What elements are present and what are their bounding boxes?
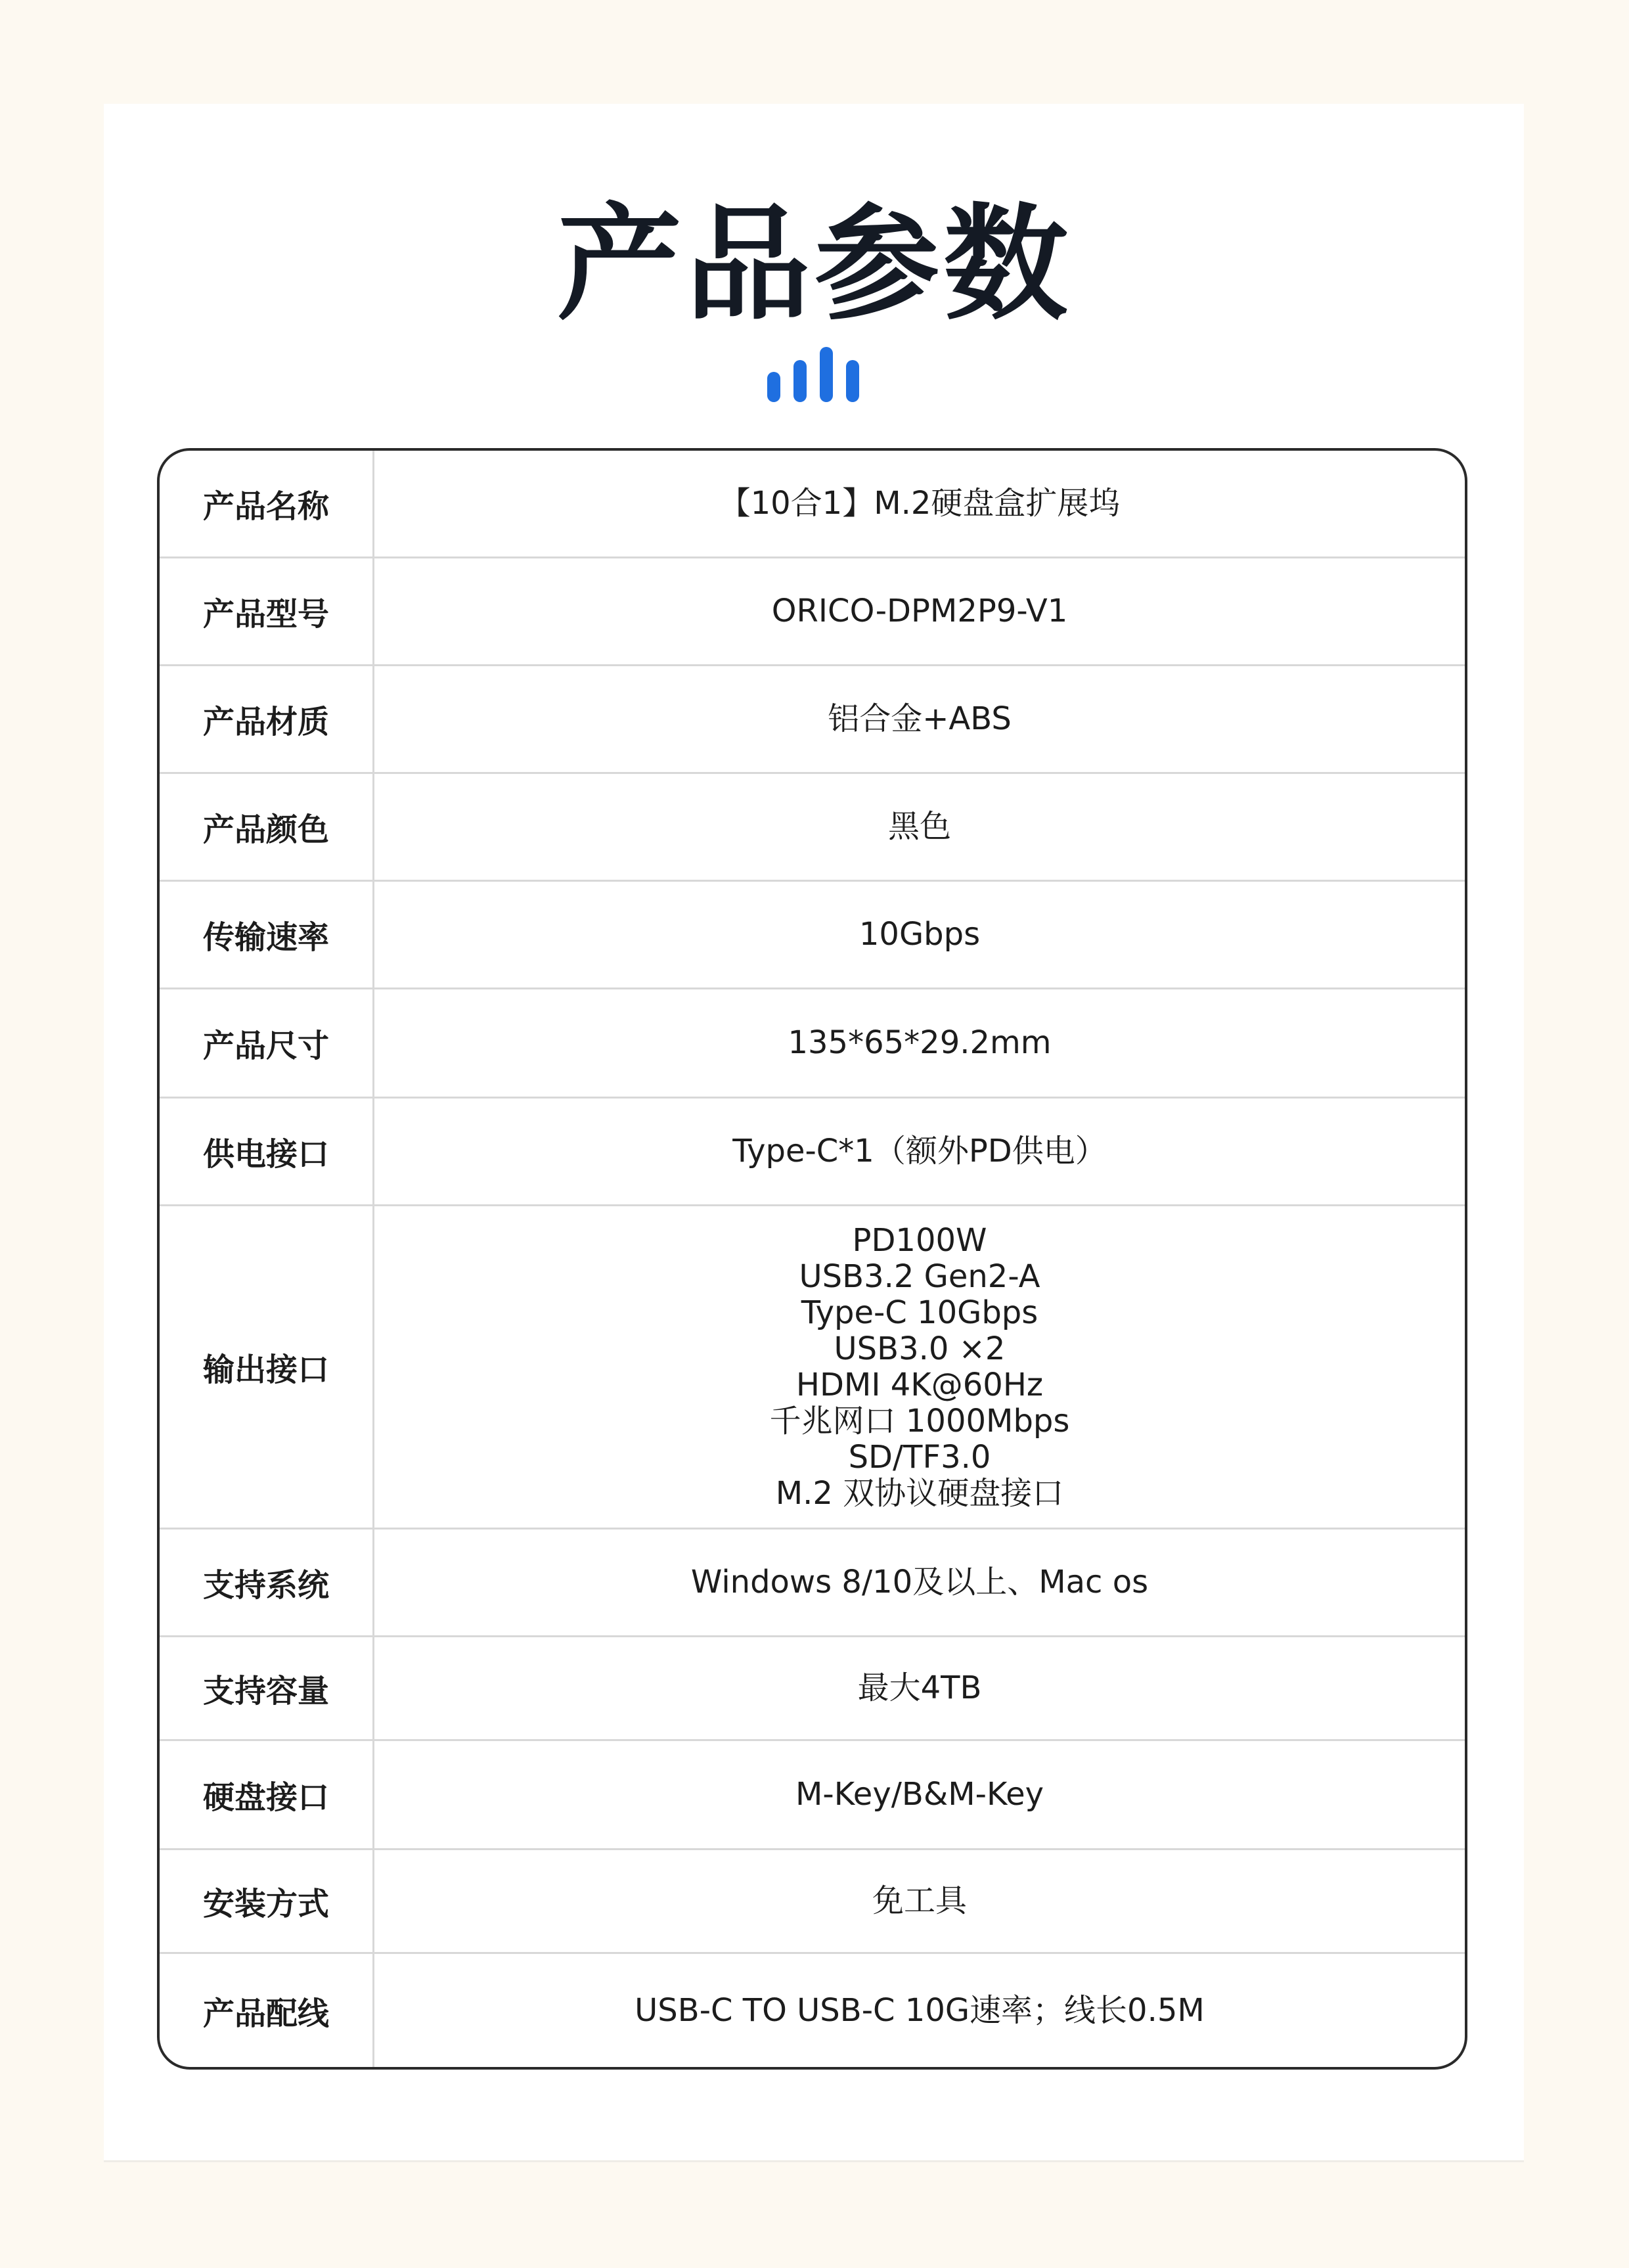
spec-label: 产品型号 [202,596,329,633]
spec-label: 传输速率 [202,919,329,956]
spec-value-line: Windows 8/10及以上、Mac os [690,1564,1149,1600]
table-row [160,1741,1465,1850]
spec-value [374,1637,1465,1739]
spec-value [374,1099,1465,1204]
spec-label: 产品配线 [202,1995,329,2032]
spec-value-line: 135*65*29.2mm [788,1024,1052,1061]
table-row [160,1206,1465,1530]
table-row [160,1850,1465,1954]
spec-value [374,1741,1465,1848]
table-row [160,1530,1465,1637]
page-title: 产品参数 [556,192,1072,337]
spec-value-line: 铝合金+ABS [828,700,1012,737]
spec-value-line: Type-C*1（额外PD供电） [732,1133,1107,1169]
spec-value [374,1206,1465,1528]
spec-value [374,989,1465,1097]
spec-label: 产品材质 [202,704,329,740]
spec-label: 产品名称 [202,488,329,525]
table-row [160,774,1465,882]
spec-table [157,448,1467,2070]
spec-value-line: ORICO-DPM2P9-V1 [771,593,1068,629]
table-row [160,989,1465,1099]
table-row [160,882,1465,989]
spec-label: 支持容量 [202,1673,329,1710]
spec-value-line: 千兆网口 1000Mbps [769,1402,1070,1440]
spec-value-line: USB3.2 Gen2-A [799,1258,1040,1295]
spec-label: 产品尺寸 [202,1028,329,1064]
spec-value [374,1954,1465,2067]
spec-value [374,774,1465,880]
table-row [160,1954,1465,2067]
spec-value-line: M-Key/B&M-Key [795,1776,1044,1813]
spec-value-line: 【10合1】M.2硬盘盒扩展坞 [719,485,1121,522]
table-row [160,451,1465,558]
spec-value-line: SD/TF3.0 [848,1438,991,1476]
spec-value [374,1530,1465,1635]
spec-value-line: 最大4TB [857,1669,982,1706]
spec-value-line: 黑色 [887,808,951,845]
spec-label: 产品颜色 [202,811,329,848]
spec-value [374,1850,1465,1952]
signal-bars-icon [767,347,859,402]
spec-value-line: M.2 双协议硬盘接口 [775,1474,1064,1512]
spec-value [374,666,1465,772]
spec-label: 输出接口 [202,1351,329,1388]
spec-value [374,558,1465,664]
table-row [160,666,1465,774]
table-row [160,1099,1465,1206]
table-row [160,558,1465,666]
spec-label: 硬盘接口 [202,1779,329,1816]
spec-value-line: 10Gbps [859,916,981,953]
spec-value-line: Type-C 10Gbps [801,1294,1038,1331]
table-row [160,1637,1465,1741]
spec-value-line: USB3.0 ×2 [834,1330,1006,1367]
spec-label: 供电接口 [202,1136,329,1173]
spec-label: 支持系统 [202,1567,329,1604]
spec-label: 安装方式 [202,1886,329,1922]
spec-value-line: USB-C TO USB-C 10G速率；线长0.5M [635,1991,1205,2029]
spec-value [374,882,1465,987]
spec-value [374,451,1465,556]
spec-value-line: PD100W [852,1221,987,1259]
spec-value-line: 免工具 [872,1882,967,1919]
card-divider [104,2160,1524,2162]
spec-value-line: HDMI 4K@60Hz [795,1366,1044,1403]
